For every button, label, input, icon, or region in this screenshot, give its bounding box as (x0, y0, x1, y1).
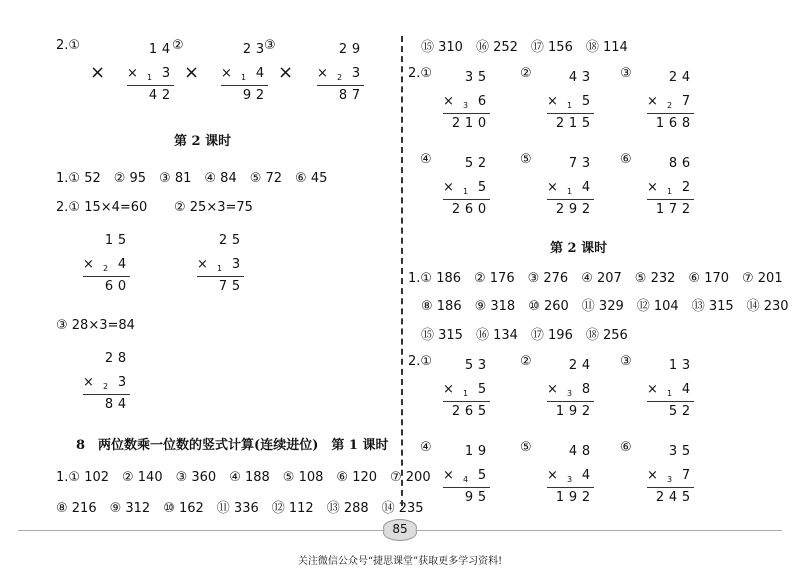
footer-text: 关注微信公众号“捷思课堂”获取更多学习资料! (297, 556, 503, 567)
digit-product: 6 (464, 202, 474, 217)
digit-product: 6 (464, 404, 474, 419)
sum-line (647, 487, 694, 488)
digit-multiplicand: 9 (351, 42, 361, 57)
digit-multiplier: 7 (681, 94, 691, 109)
digit-multiplier: 5 (477, 180, 487, 195)
vertical-multiplication (66, 351, 146, 415)
carry-digit: 2 (103, 264, 109, 273)
vertical-multiplication (426, 358, 506, 422)
multiply-sign-icon: × (547, 468, 558, 483)
digit-multiplicand: 3 (581, 156, 591, 171)
column-divider (401, 36, 403, 506)
digit-multiplicand: 8 (668, 156, 678, 171)
digit-multiplier: 5 (477, 382, 487, 397)
sum-line (83, 394, 130, 395)
digit-multiplicand: 6 (681, 156, 691, 171)
digit-product: 5 (681, 490, 691, 505)
carry-digit: 2 (337, 73, 343, 82)
digit-product: 5 (231, 279, 241, 294)
carry-digit: 1 (217, 264, 223, 273)
digit-multiplier: 3 (161, 66, 171, 81)
digit-product: 9 (464, 490, 474, 505)
digit-product: 2 (581, 404, 591, 419)
carry-digit: 1 (463, 187, 469, 196)
multiply-sign-icon: × (317, 66, 328, 81)
digit-multiplier: 4 (255, 66, 265, 81)
vertical-multiplication (426, 444, 506, 508)
vertical-multiplication (204, 42, 284, 106)
digit-multiplicand: 3 (681, 358, 691, 373)
digit-multiplicand: 2 (568, 358, 578, 373)
digit-product: 4 (668, 490, 678, 505)
sum-line (443, 401, 490, 402)
q2-marker-2: ② (520, 354, 532, 369)
sum-line (443, 199, 490, 200)
q2-marker-6: ⑥ (620, 152, 632, 167)
multiply-sign-icon: × (647, 382, 658, 397)
vertical-multiplication (426, 70, 506, 134)
digit-multiplier: 3 (231, 257, 241, 272)
digit-multiplier: 5 (477, 468, 487, 483)
q2-marker-2: ② (172, 38, 184, 53)
vertical-multiplication (630, 70, 710, 134)
multiply-sign-icon: × (221, 66, 232, 81)
digit-multiplicand: 4 (581, 358, 591, 373)
sum-line (547, 199, 594, 200)
digit-multiplicand: 1 (464, 444, 474, 459)
carry-digit: 3 (667, 475, 673, 484)
digit-product: 2 (555, 202, 565, 217)
vertical-multiplication (530, 156, 610, 220)
q2-marker-2: ② (520, 66, 532, 81)
digit-multiplicand: 5 (231, 233, 241, 248)
vertical-multiplication (180, 233, 260, 297)
digit-product: 9 (242, 88, 252, 103)
multiply-sign-icon: × (547, 94, 558, 109)
sum-line (647, 199, 694, 200)
multiply-sign-icon: × (127, 66, 138, 81)
digit-multiplier: 5 (581, 94, 591, 109)
digit-multiplier: 7 (681, 468, 691, 483)
wrong-mark-icon: × (184, 62, 200, 83)
carry-digit: 2 (667, 101, 673, 110)
digit-multiplicand: 4 (681, 70, 691, 85)
carry-digit: 1 (463, 389, 469, 398)
q2-marker-5: ⑤ (520, 440, 532, 455)
digit-product: 7 (351, 88, 361, 103)
digit-product: 5 (668, 404, 678, 419)
digit-multiplier: 4 (117, 257, 127, 272)
digit-multiplicand: 8 (581, 444, 591, 459)
answer-row: ⑧ 186 ⑨ 318 ⑩ 260 ⑪ 329 ⑫ 104 ⑬ 315 ⑭ 230 (421, 299, 789, 314)
answer-row: ⑮ 310 ⑯ 252 ⑰ 156 ⑱ 114 (421, 40, 628, 55)
vertical-multiplication (426, 156, 506, 220)
sum-line (547, 113, 594, 114)
q2-label: 2.① (56, 38, 81, 53)
q2-marker-4: ④ (420, 152, 432, 167)
carry-digit: 4 (463, 475, 469, 484)
digit-multiplier: 4 (581, 180, 591, 195)
digit-product: 7 (218, 279, 228, 294)
sum-line (83, 276, 130, 277)
q2-marker-5: ⑤ (520, 152, 532, 167)
digit-multiplicand: 3 (255, 42, 265, 57)
digit-multiplicand: 2 (338, 42, 348, 57)
digit-multiplicand: 1 (148, 42, 158, 57)
digit-product: 0 (477, 202, 487, 217)
carry-digit: 3 (463, 101, 469, 110)
digit-product: 1 (655, 116, 665, 131)
digit-multiplicand: 5 (117, 233, 127, 248)
digit-product: 5 (477, 404, 487, 419)
carry-digit: 1 (667, 187, 673, 196)
digit-product: 1 (655, 202, 665, 217)
carry-digit: 1 (147, 73, 153, 82)
sum-line (647, 113, 694, 114)
vertical-multiplication (300, 42, 380, 106)
digit-multiplicand: 3 (464, 70, 474, 85)
multiply-sign-icon: × (647, 180, 658, 195)
digit-multiplicand: 1 (104, 233, 114, 248)
answer-row: ③ 28×3=84 (56, 318, 135, 333)
carry-digit: 3 (567, 389, 573, 398)
section-heading: 第 2 课时 (550, 241, 608, 256)
digit-product: 2 (655, 490, 665, 505)
digit-multiplicand: 7 (568, 156, 578, 171)
digit-multiplicand: 4 (568, 70, 578, 85)
digit-product: 6 (668, 116, 678, 131)
section-heading: 第 2 课时 (174, 134, 232, 149)
digit-multiplicand: 4 (161, 42, 171, 57)
carry-digit: 1 (241, 73, 247, 82)
digit-product: 2 (451, 202, 461, 217)
digit-product: 4 (117, 397, 127, 412)
digit-multiplier: 4 (681, 382, 691, 397)
digit-product: 2 (581, 202, 591, 217)
digit-multiplier: 4 (581, 468, 591, 483)
digit-multiplicand: 1 (668, 358, 678, 373)
wrong-mark-icon: × (90, 62, 106, 83)
digit-product: 8 (104, 397, 114, 412)
sum-line (317, 85, 364, 86)
digit-multiplicand: 2 (477, 156, 487, 171)
sum-line (547, 401, 594, 402)
digit-product: 9 (568, 202, 578, 217)
multiply-sign-icon: × (83, 257, 94, 272)
vertical-multiplication (630, 358, 710, 422)
sum-line (443, 487, 490, 488)
digit-product: 5 (581, 116, 591, 131)
carry-digit: 1 (567, 101, 573, 110)
answer-row: ② 25×3=75 (174, 200, 253, 215)
multiply-sign-icon: × (443, 94, 454, 109)
digit-product: 7 (668, 202, 678, 217)
digit-multiplicand: 5 (464, 156, 474, 171)
digit-product: 2 (255, 88, 265, 103)
digit-multiplier: 3 (117, 375, 127, 390)
digit-multiplier: 3 (351, 66, 361, 81)
answer-row: ⑮ 315 ⑯ 134 ⑰ 196 ⑱ 256 (421, 328, 628, 343)
multiply-sign-icon: × (647, 468, 658, 483)
q2-marker-3: ③ (620, 66, 632, 81)
sum-line (647, 401, 694, 402)
digit-multiplier: 2 (681, 180, 691, 195)
digit-product: 6 (104, 279, 114, 294)
digit-product: 2 (451, 116, 461, 131)
sum-line (221, 85, 268, 86)
digit-multiplicand: 4 (568, 444, 578, 459)
digit-multiplier: 8 (581, 382, 591, 397)
digit-multiplicand: 8 (117, 351, 127, 366)
digit-product: 8 (681, 116, 691, 131)
digit-multiplicand: 5 (477, 70, 487, 85)
digit-product: 0 (477, 116, 487, 131)
vertical-multiplication (530, 358, 610, 422)
digit-multiplicand: 3 (581, 70, 591, 85)
sum-line (197, 276, 244, 277)
vertical-multiplication (530, 444, 610, 508)
digit-multiplicand: 5 (464, 358, 474, 373)
page-number-badge (382, 519, 418, 541)
answer-row: 1.① 52 ② 95 ③ 81 ④ 84 ⑤ 72 ⑥ 45 (56, 171, 328, 186)
digit-multiplicand: 9 (477, 444, 487, 459)
digit-multiplicand: 2 (218, 233, 228, 248)
vertical-multiplication (66, 233, 146, 297)
digit-product: 2 (555, 116, 565, 131)
digit-product: 1 (464, 116, 474, 131)
digit-multiplicand: 3 (668, 444, 678, 459)
digit-product: 9 (568, 490, 578, 505)
digit-product: 5 (477, 490, 487, 505)
q2-label: 2.① (408, 66, 433, 81)
carry-digit: 3 (567, 475, 573, 484)
digit-multiplicand: 2 (668, 70, 678, 85)
digit-product: 2 (451, 404, 461, 419)
sum-line (127, 85, 174, 86)
vertical-multiplication (630, 444, 710, 508)
multiply-sign-icon: × (443, 382, 454, 397)
answer-row: 1.① 186 ② 176 ③ 276 ④ 207 ⑤ 232 ⑥ 170 ⑦ 201 (408, 271, 783, 286)
page-number: 85 (392, 522, 408, 536)
digit-product: 4 (148, 88, 158, 103)
answer-row: 2.① 15×4=60 (56, 200, 148, 215)
digit-product: 2 (681, 404, 691, 419)
digit-product: 1 (555, 404, 565, 419)
carry-digit: 1 (567, 187, 573, 196)
answer-row: ⑧ 216 ⑨ 312 ⑩ 162 ⑪ 336 ⑫ 112 ⑬ 288 ⑭ 235 (56, 501, 424, 516)
q2-marker-3: ③ (620, 354, 632, 369)
digit-multiplicand: 2 (242, 42, 252, 57)
multiply-sign-icon: × (547, 180, 558, 195)
multiply-sign-icon: × (443, 468, 454, 483)
carry-digit: 2 (103, 382, 109, 391)
digit-product: 2 (581, 490, 591, 505)
multiply-sign-icon: × (83, 375, 94, 390)
q2-marker-3: ③ (264, 38, 276, 53)
digit-multiplicand: 3 (477, 358, 487, 373)
q2-label: 2.① (408, 354, 433, 369)
digit-product: 1 (568, 116, 578, 131)
multiply-sign-icon: × (547, 382, 558, 397)
digit-product: 1 (555, 490, 565, 505)
digit-multiplicand: 5 (681, 444, 691, 459)
vertical-multiplication (110, 42, 190, 106)
q2-marker-4: ④ (420, 440, 432, 455)
vertical-multiplication (630, 156, 710, 220)
digit-multiplicand: 2 (104, 351, 114, 366)
multiply-sign-icon: × (647, 94, 658, 109)
digit-product: 8 (338, 88, 348, 103)
vertical-multiplication (530, 70, 610, 134)
sum-line (547, 487, 594, 488)
digit-product: 2 (681, 202, 691, 217)
digit-multiplier: 6 (477, 94, 487, 109)
multiply-sign-icon: × (443, 180, 454, 195)
multiply-sign-icon: × (197, 257, 208, 272)
sum-line (443, 113, 490, 114)
carry-digit: 1 (667, 389, 673, 398)
wrong-mark-icon: × (278, 62, 294, 83)
digit-product: 2 (161, 88, 171, 103)
section-heading: 8 两位数乘一位数的竖式计算(连续进位) 第 1 课时 (76, 438, 389, 453)
digit-product: 0 (117, 279, 127, 294)
answer-row: 1.① 102 ② 140 ③ 360 ④ 188 ⑤ 108 ⑥ 120 ⑦ 200 (56, 470, 431, 485)
digit-product: 9 (568, 404, 578, 419)
q2-marker-6: ⑥ (620, 440, 632, 455)
